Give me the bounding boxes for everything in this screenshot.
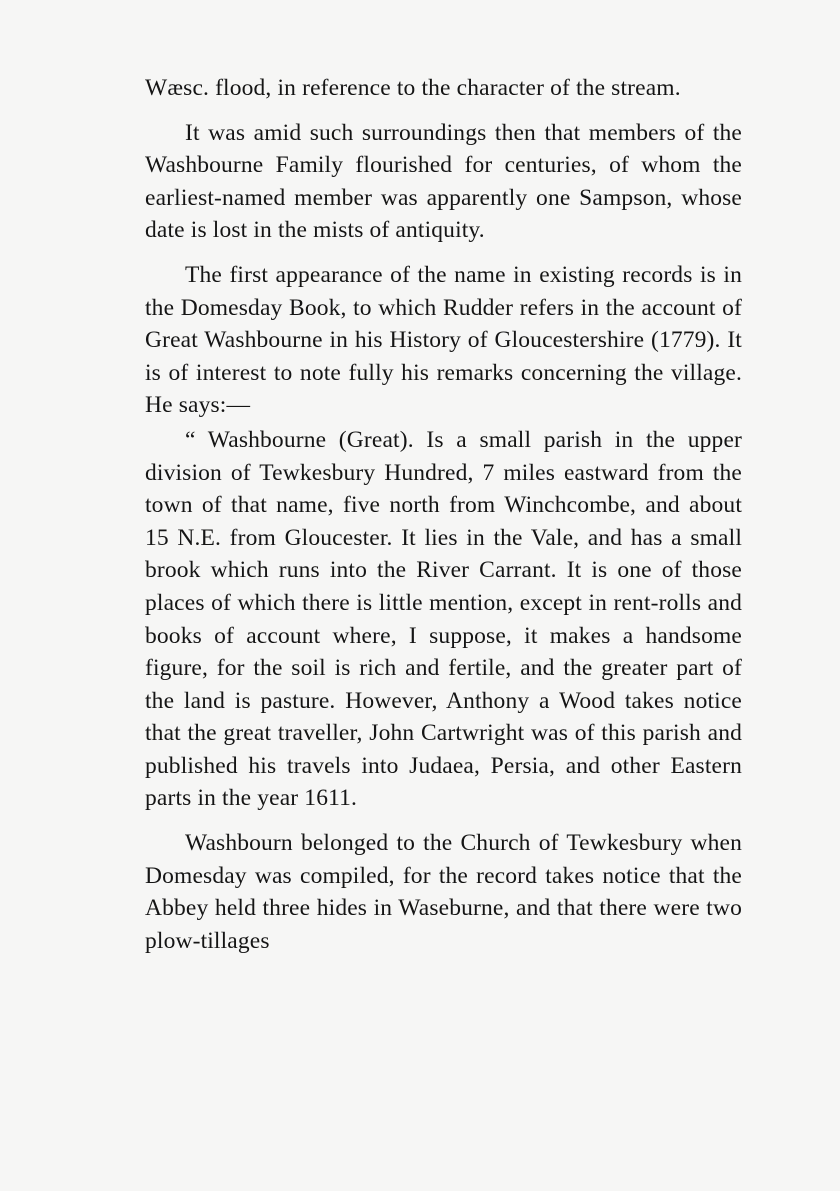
paragraph-domesday-intro: The first appearance of the name in existing records is in the Domesday Book, to which Rudder refers in the account of Great Washbourne in his History of Gloucestershire (1779). It is of interest to note fully his remarks concerning the village. He says:— [145,261,742,419]
page-text [145,72,742,957]
paragraph-tewkesbury-church: Washbourn belonged to the Church of Tewkesbury when Domesday was compiled, for the record takes notice that the Abbey held three hides in Waseburne, and that there were two plow-tillages [145,830,742,954]
paragraph-rudder-quote: “ Washbourne (Great). Is a small parish in the upper division of Tewkesbury Hundred, 7 miles eastward from the town of that name, five north from Winchcombe, and about 15 N.E. from Gloucester. It lies in the Vale, and has a small brook which runs into the River Carrant. It is one of those places of which there is little mention, except in rent-rolls and books of account where, I suppose, it makes a handsome figure, for the soil is rich and fertile, and the greater part of the land is pasture. However, Anthony a Wood takes notice that the great traveller, John Cartwright was of this parish and published his travels into Judaea, Persia, and other Eastern parts in the year 1611. [145,426,742,812]
paragraph-family-history: It was amid such surroundings then that members of the Washbourne Family flourished for centuries, of whom the earliest-named member was apparently one Sampson, whose date is lost in the mists of antiquity. [145,119,742,244]
paragraph-stream-note: Wæsc. flood, in reference to the character of the stream. [145,75,681,101]
